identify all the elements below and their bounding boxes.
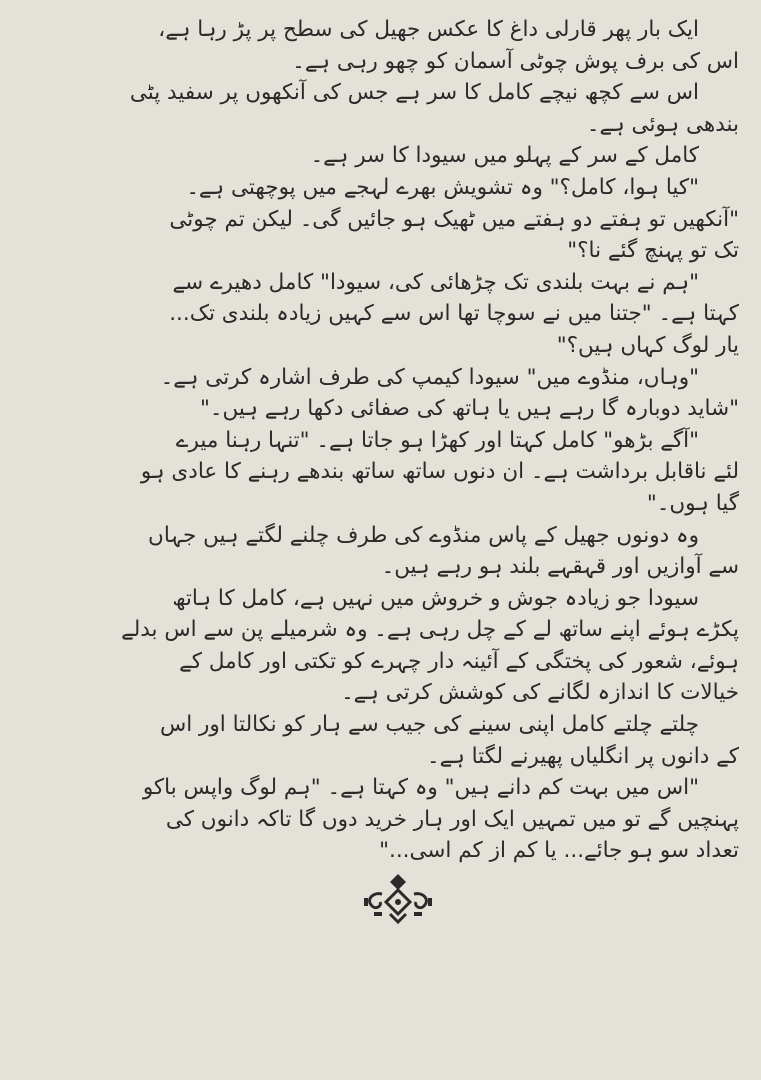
text-line: کامل کے سر کے پہلو میں سیودا کا سر ہے۔ — [310, 143, 699, 169]
text-line: کہتا ہے۔ "جتنا میں نے سوچا تھا اس سے کہیں زیادہ بلندی تک... — [169, 301, 739, 327]
text-line: تعداد سو ہو جائے... یا کم از کم اسی..." — [379, 838, 739, 864]
text-line: لئے ناقابل برداشت ہے۔ ان دنوں ساتھ ساتھ بندھے رہنے کا عادی ہو — [140, 459, 739, 485]
text-line: "وہاں، منڈوے میں" سیودا کیمپ کی طرف اشارہ کرتی ہے۔ — [160, 364, 699, 390]
text-line: اس سے کچھ نیچے کامل کا سر ہے جس کی آنکھوں پر سفید پٹی — [129, 80, 699, 106]
text-line: "ہم نے بہت بلندی تک چڑھائی کی، سیودا" کامل دھیرے سے — [172, 269, 699, 295]
text-line: پہنچیں گے تو میں تمہیں ایک اور ہار خرید دوں گا تاکہ دانوں کی — [165, 806, 739, 832]
text-line: "اس میں بہت کم دانے ہیں" وہ کہتا ہے۔ "ہم لوگ واپس باکو — [142, 775, 699, 801]
text-line: خیالات کا اندازہ لگانے کی کوشش کرتی ہے۔ — [341, 680, 739, 706]
text-line: "آنکھیں تو ہفتے دو ہفتے میں ٹھیک ہو جائیں گی۔ لیکن تم چوٹی — [169, 206, 739, 232]
text-line: اس کی برف پوش چوٹی آسمان کو چھو رہی ہے۔ — [292, 48, 739, 74]
text-line: چلتے چلتے کامل اپنی سینے کی جیب سے ہار کو نکالتا اور اس — [159, 712, 699, 738]
text-line: تک تو پہنچ گئے نا؟" — [567, 238, 739, 264]
text-line: یار لوگ کہاں ہیں؟" — [556, 332, 739, 358]
text-line: سے آوازیں اور قہقہے بلند ہو رہے ہیں۔ — [381, 554, 739, 580]
text-line: وہ دونوں جھیل کے پاس منڈوے کی طرف چلنے لگتے ہیں جہاں — [148, 522, 699, 548]
text-line: "شاید دوبارہ گا رہے ہیں یا ہاتھ کی صفائی دکھا رہے ہیں۔" — [200, 396, 739, 422]
text-line: "کیا ہوا، کامل؟" وہ تشویش بھرے لہجے میں پوچھتی ہے۔ — [186, 174, 699, 200]
urdu-text-body — [38, 14, 739, 867]
text-line: ہوئے، شعور کی پختگی کے آئینہ دار چہرے کو تکتی اور کامل کے — [179, 648, 739, 674]
text-line: گیا ہوں۔" — [646, 490, 739, 516]
text-line: پکڑے ہوئے اپنے ساتھ لے کے چل رہی ہے۔ وہ شرمیلے پن سے اس بدلے — [121, 617, 739, 643]
text-line: بندھی ہوئی ہے۔ — [586, 111, 739, 137]
text-line: ایک بار پھر قارلی داغ کا عکس جھیل کی سطح پر پڑ رہا ہے، — [158, 17, 699, 42]
decorative-scroll-ornament-icon — [360, 872, 436, 924]
text-line: سیودا جو زیادہ جوش و خروش میں نہیں ہے، کامل کا ہاتھ — [172, 585, 699, 611]
text-line: "آگے بڑھو" کامل کہتا اور کھڑا ہو جاتا ہے۔ "تنہا رہنا میرے — [175, 427, 699, 453]
text-line: کے دانوں پر انگلیاں پھیرنے لگتا ہے۔ — [427, 743, 739, 769]
